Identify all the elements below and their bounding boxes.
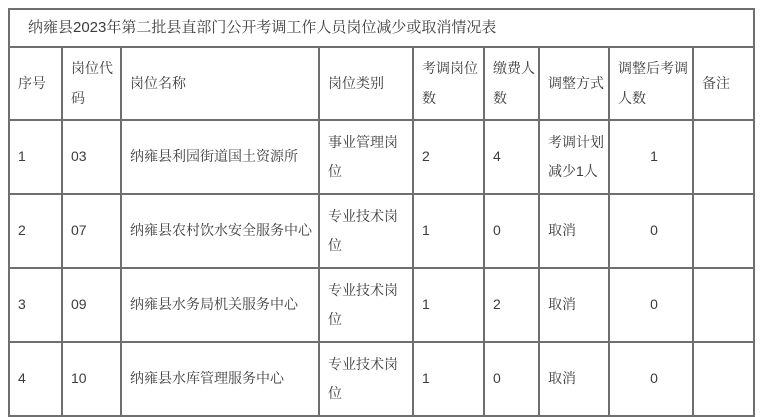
cell-category: 专业技术岗位	[319, 194, 413, 268]
cell-payers: 0	[484, 194, 539, 268]
cell-code: 03	[62, 120, 121, 194]
header-positions: 考调岗位数	[413, 47, 484, 120]
header-payers: 缴费人数	[484, 47, 539, 120]
cell-name: 纳雍县水务局机关服务中心	[121, 268, 319, 342]
cell-payers: 0	[484, 342, 539, 416]
cell-after: 0	[609, 194, 693, 268]
cell-code: 07	[62, 194, 121, 268]
cell-name: 纳雍县水库管理服务中心	[121, 342, 319, 416]
cell-category: 专业技术岗位	[319, 342, 413, 416]
header-index: 序号	[9, 47, 62, 120]
header-code: 岗位代码	[62, 47, 121, 120]
cell-adjustment: 取消	[539, 342, 609, 416]
cell-positions: 1	[413, 194, 484, 268]
cell-index: 2	[9, 194, 62, 268]
header-category: 岗位类别	[319, 47, 413, 120]
table-header-row	[9, 47, 754, 120]
document-table-container	[8, 8, 755, 417]
table-row	[9, 120, 754, 194]
table-title: 纳雍县2023年第二批县直部门公开考调工作人员岗位减少或取消情况表	[9, 9, 754, 47]
table-row	[9, 268, 754, 342]
cell-name: 纳雍县利园街道国土资源所	[121, 120, 319, 194]
cell-payers: 2	[484, 268, 539, 342]
cell-after: 0	[609, 342, 693, 416]
position-adjustment-table	[8, 8, 755, 417]
header-adjustment: 调整方式	[539, 47, 609, 120]
table-title-row	[9, 9, 754, 47]
cell-index: 3	[9, 268, 62, 342]
cell-name: 纳雍县农村饮水安全服务中心	[121, 194, 319, 268]
cell-category: 事业管理岗位	[319, 120, 413, 194]
header-remark: 备注	[693, 47, 754, 120]
cell-remark	[693, 342, 754, 416]
cell-adjustment: 取消	[539, 194, 609, 268]
header-after: 调整后考调人数	[609, 47, 693, 120]
cell-after: 1	[609, 120, 693, 194]
header-name: 岗位名称	[121, 47, 319, 120]
cell-positions: 2	[413, 120, 484, 194]
cell-index: 1	[9, 120, 62, 194]
cell-category: 专业技术岗位	[319, 268, 413, 342]
cell-remark	[693, 120, 754, 194]
cell-after: 0	[609, 268, 693, 342]
cell-positions: 1	[413, 268, 484, 342]
cell-payers: 4	[484, 120, 539, 194]
cell-remark	[693, 268, 754, 342]
table-row	[9, 194, 754, 268]
table-row	[9, 342, 754, 416]
cell-adjustment: 取消	[539, 268, 609, 342]
cell-adjustment: 考调计划减少1人	[539, 120, 609, 194]
cell-remark	[693, 194, 754, 268]
cell-index: 4	[9, 342, 62, 416]
cell-code: 10	[62, 342, 121, 416]
cell-code: 09	[62, 268, 121, 342]
cell-positions: 1	[413, 342, 484, 416]
